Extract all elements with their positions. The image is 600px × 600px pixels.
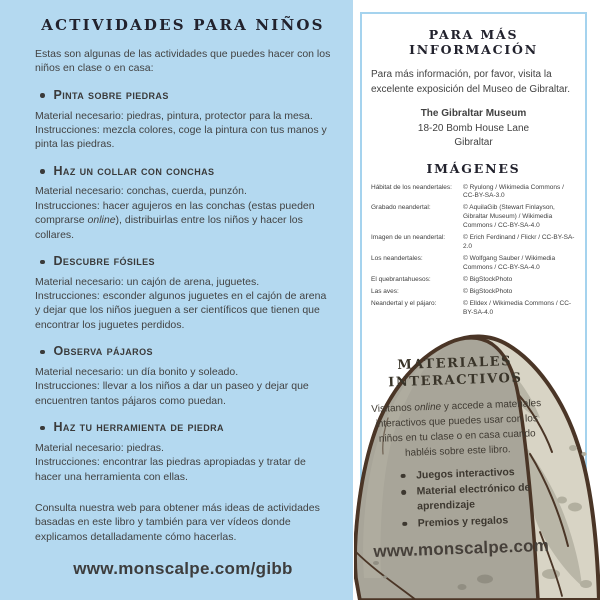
activity-instructions: Instrucciones: mezcla colores, coge la pintura con tus manos y pinta las piedras. <box>35 123 327 151</box>
list-item <box>402 512 552 532</box>
bullet-icon <box>401 474 406 479</box>
list-item-label: Juegos interactivos <box>415 465 515 482</box>
museum-city: Gibraltar <box>454 137 493 148</box>
credit-label: Los neandertales: <box>371 255 423 263</box>
closing-text: Consulta nuestra web para obtener más ideas de actividades basadas en este libro y también para ver vídeos donde explicamos detalladamente cómo hacerlas. <box>35 501 320 543</box>
bullet-icon <box>40 169 45 174</box>
activity-item <box>35 89 331 152</box>
credit-row <box>371 276 576 285</box>
activity-instructions: Instrucciones: encontrar las piedras apropiadas y tratar de hacer una herramienta con ellas. <box>35 456 306 483</box>
credit-value: © BigStockPhoto <box>463 276 513 284</box>
activity-item <box>35 255 331 332</box>
activity-heading <box>40 345 331 359</box>
bullet-icon <box>401 490 406 495</box>
activity-details <box>35 441 331 484</box>
activity-material: Material necesario: un día bonito y soleado. <box>35 365 239 378</box>
credit-label: El quebrantahuesos: <box>371 276 431 284</box>
museum-street: 18-20 Bomb House Lane <box>417 122 530 134</box>
activity-material: Material necesario: un cajón de arena, juguetes. <box>35 275 260 288</box>
activities-intro: Estas son algunas de las actividades que puedes hacer con los niños en clase o en casa: <box>35 48 331 75</box>
activity-title: Haz tu herramienta de piedra <box>53 420 224 434</box>
activity-heading <box>40 165 331 179</box>
museum-name: The Gibraltar Museum <box>420 108 527 119</box>
activity-material: Material necesario: conchas, cuerda, punzón. <box>35 185 247 198</box>
activity-item <box>35 421 331 484</box>
interactive-materials-block <box>363 353 554 562</box>
credit-label: Imagen de un neandertal: <box>371 234 446 242</box>
activity-title: Haz un collar con conchas <box>53 163 215 178</box>
activity-title: Pinta sobre piedras <box>53 87 169 102</box>
interactive-materials-text: Visitanos online y accede a materiales interactivos que puedes usar con los niños en tu clase o en casa cuando habléis sobre este libro. <box>371 397 542 459</box>
activity-item <box>35 345 331 408</box>
list-item-label: Premios y regalos <box>417 514 509 530</box>
activity-title: Observa pájaros <box>53 344 153 359</box>
more-info-text: Para más información, por favor, visita la excelente exposición del Museo de Gibraltar. <box>371 69 571 95</box>
interactive-materials-title: MATERIALES INTERACTIVOS <box>387 354 523 391</box>
credit-value: © BigStockPhoto <box>463 288 513 296</box>
bullet-icon <box>40 350 45 355</box>
credit-value: © Ryulong / Wikimedia Commons / CC-BY-SA-3.0 <box>463 183 564 200</box>
interactive-materials-list <box>366 464 552 533</box>
bullet-icon <box>40 260 45 265</box>
bullet-icon <box>402 522 407 527</box>
activity-title: Descubre fósiles <box>53 253 155 268</box>
activity-details <box>35 365 331 408</box>
credit-value: © Elldex / Wikimedia Commons / CC-BY-SA-4.0 <box>463 300 572 317</box>
activity-details <box>35 275 331 333</box>
credit-row <box>371 300 576 318</box>
activity-heading <box>40 89 331 103</box>
credit-value: © AquilaGib (Stewart Finlayson, Gibraltar Museum) / Wikimedia Commons / CC-BY-SA-4.0 <box>463 204 555 230</box>
more-info-title: PARA MÁS INFORMACIÓN <box>409 27 538 57</box>
activity-instructions: Instrucciones: hacer agujeros en las conchas (estas pueden comprarse online), distribuirlas entre los niños y hacer los collares. <box>35 199 315 241</box>
images-title: IMÁGENES <box>426 160 521 176</box>
credit-row <box>371 184 576 202</box>
credit-row <box>371 288 576 297</box>
credit-label: Hábitat de los neandertales: <box>371 183 452 191</box>
museum-address-block <box>371 107 576 151</box>
main-website-url: www.monscalpe.com <box>373 535 550 561</box>
credit-row <box>371 255 576 273</box>
activity-instructions: Instrucciones: llevar a los niños a dar un paseo y dejar que encuentren tantos pájaros como puedan. <box>35 380 309 407</box>
list-item <box>401 480 552 515</box>
credit-value: © Erich Ferdinand / Flickr / CC-BY-SA-2.0 <box>463 234 575 251</box>
activities-website-url: www.monscalpe.com/gibb <box>73 559 293 578</box>
image-credits-list <box>371 184 576 319</box>
activity-heading <box>40 421 331 435</box>
activity-details <box>35 184 331 242</box>
bullet-icon <box>40 93 45 98</box>
credit-label: Neandertal y el pájaro: <box>371 300 437 308</box>
bullet-icon <box>40 426 45 431</box>
activities-title: ACTIVIDADES PARA NIÑOS <box>41 16 325 34</box>
credit-row <box>371 234 576 252</box>
list-item-label: Material electrónico de aprendizaje <box>416 481 531 513</box>
activity-instructions: Instrucciones: esconder algunos juguetes en el cajón de arena y dejar que los niños jueguen a ser científicos que tienen que encontrar los juguetes perdidos. <box>35 290 327 331</box>
activity-item <box>35 165 331 242</box>
credit-value: © Wolfgang Sauber / Wikimedia Commons / CC-BY-SA-4.0 <box>463 255 556 272</box>
activity-heading <box>40 255 331 269</box>
credit-label: Grabado neandertal: <box>371 204 431 212</box>
activity-material: Material necesario: piedras, pintura, protector para la mesa. <box>35 109 313 122</box>
activity-material: Material necesario: piedras. <box>35 441 164 454</box>
activity-details <box>35 109 331 152</box>
credit-row <box>371 204 576 231</box>
credit-label: Las aves: <box>371 288 399 296</box>
